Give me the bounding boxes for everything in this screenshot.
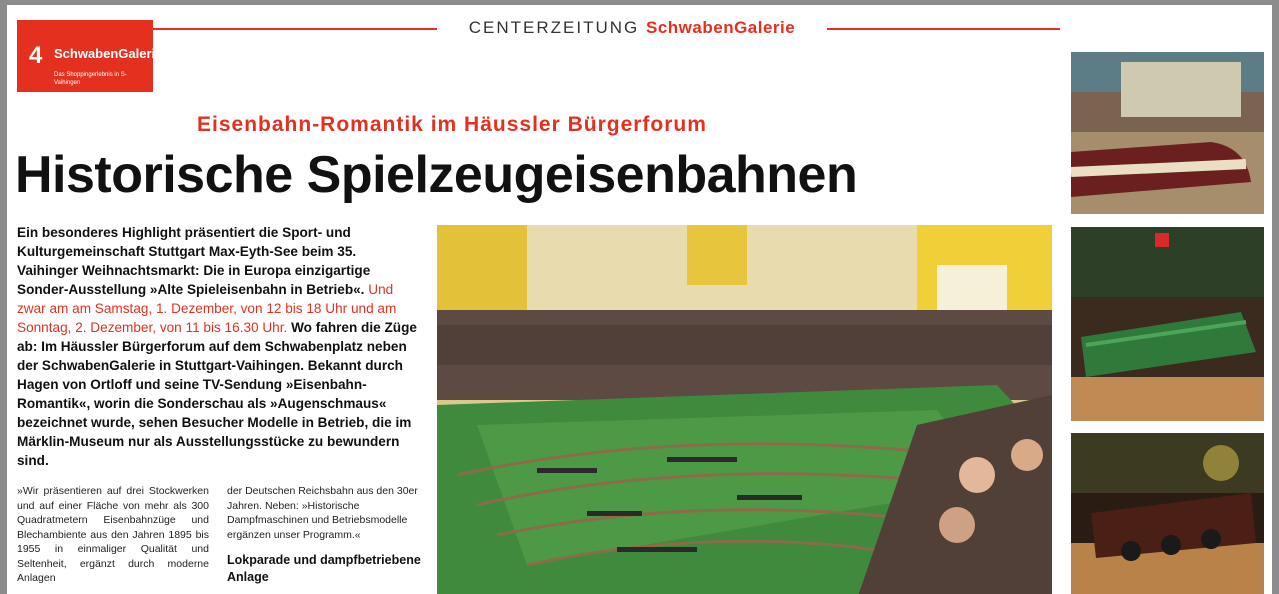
body-column-2: [227, 484, 421, 586]
header-brand: SchwabenGalerie: [646, 18, 796, 37]
page-number: 4: [29, 42, 43, 69]
article-subhead: Lokparade und dampfbetriebene Anlage: [227, 553, 421, 584]
tin-train-model-photo: [1071, 52, 1264, 214]
header-title: [447, 18, 817, 38]
article-lead: [17, 223, 421, 470]
steam-locomotive-photo: [1071, 433, 1264, 594]
body-column-2-text: der Deutschen Reichsbahn aus den 30er Jahren. Neben: »Historische Dampfmaschinen und Betriebsmodelle ergänzen unser Programm.«: [227, 485, 418, 541]
brand-logo: [17, 20, 163, 92]
green-locomotive-photo: [1071, 227, 1264, 421]
lead-dates: Und zwar am am Samstag, 1. Dezember, von 12 bis 18 Uhr und am Sonntag, 2. Dezember, von 11 bis 16.30 Uhr.: [17, 282, 397, 335]
header-section: CENTERZEITUNG: [468, 18, 640, 37]
article-headline: Historische Spielzeugeisenbahnen: [15, 146, 858, 204]
lead-location: Wo fahren die Züge ab: Im Häussler Bürgerforum auf dem Schwabenplatz neben der SchwabenGalerie in Stuttgart-Vaihingen. Bekannt durch Hagen von Ortloff und seine TV-Sendung »Eisenbahn-Romantik«, worin die Sonderschau als »Augenschmaus« bezeichnet wurde, sehen Besucher Modelle in Betrieb, die im Märklin-Museum nur als Ausstellungsstücke zu bewundern sind.: [17, 320, 417, 468]
lead-intro: Ein besonderes Highlight präsentiert die Sport- und Kulturgemeinschaft Stuttgart Max-Eyth-See beim 35. Vaihinger Weihnachtsmarkt: Die in Europa einzigartige Sonder-Ausstellung »Alte Spieleisenbahn in Betrieb«.: [17, 225, 371, 297]
newspaper-page: [7, 5, 1272, 594]
header-rule-right: [827, 28, 1060, 30]
logo-name: SchwabenGalerie: [54, 46, 163, 61]
model-railway-exhibition-photo: [437, 225, 1052, 594]
body-column-1: »Wir präsentieren auf drei Stockwerken und auf einer Fläche von mehr als 300 Quadratmetern Eisenbahnzüge und Blechambiente aus den Jahren 1895 bis 1955 in einmaliger Qualität und Seltenheit, ergänzt durch moderne Anlagen: [17, 485, 209, 584]
logo-tagline: Das Shoppingerlebnis in S-Vaihingen: [54, 72, 127, 86]
article-kicker: Eisenbahn-Romantik im Häussler Bürgerforum: [197, 113, 707, 136]
